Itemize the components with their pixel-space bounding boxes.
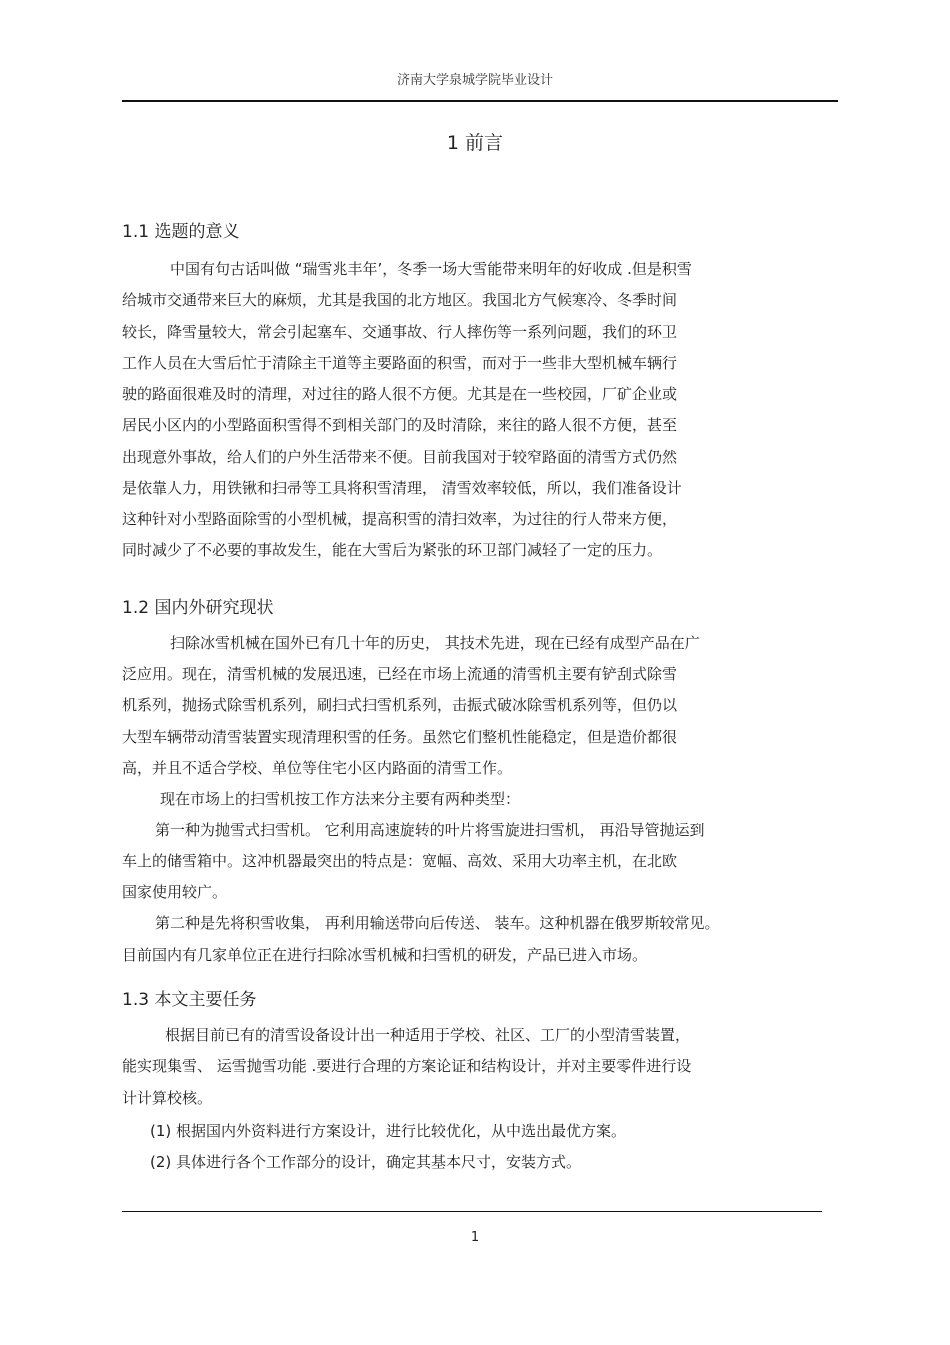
paragraph-line: 根据目前已有的清雪设备设计出一种适用于学校、社区、工厂的小型清雪装置， xyxy=(165,1026,691,1044)
chapter-title: 1 前言 xyxy=(446,132,504,154)
paragraph-line: 同时减少了不必要的事故发生，能在大雪后为紧张的环卫部门减轻了一定的压力。 xyxy=(122,541,663,559)
page-header: 济南大学泉城学院毕业设计 xyxy=(396,73,553,88)
paragraph-line: 这种针对小型路面除雪的小型机械，提高积雪的清扫效率，为过往的行人带来方便， xyxy=(122,510,678,528)
paragraph-line: 计计算校核。 xyxy=(122,1089,213,1107)
paragraph-line: 泛应用。现在，清雪机械的发展迅速，已经在市场上流通的清雪机主要有铲刮式除雪 xyxy=(122,665,678,683)
paragraph-line: 高，并且不适合学校、单位等住宅小区内路面的清雪工作。 xyxy=(122,759,513,777)
paragraph-line: 车上的储雪箱中。这冲机器最突出的特点是：宽幅、高效、采用大功率主机，在北欧 xyxy=(122,852,678,870)
paragraph-line: 中国有句古话叫做 “瑞雪兆丰年’，冬季一场大雪能带来明年的好收成 .但是积雪 xyxy=(170,260,692,278)
paragraph-line: 目前国内有几家单位正在进行扫除冰雪机械和扫雪机的研发，产品已进入市场。 xyxy=(122,946,648,964)
section-heading-1-1: 1.1 选题的意义 xyxy=(122,222,240,242)
section-heading-1-3: 1.3 本文主要任务 xyxy=(122,990,257,1010)
paragraph-line: 工作人员在大雪后忙于清除主干道等主要路面的积雪，而对于一些非大型机械车辆行 xyxy=(122,354,678,372)
paragraph-line: 能实现集雪、 运雪抛雪功能 .要进行合理的方案论证和结构设计，并对主要零件进行设 xyxy=(122,1057,692,1075)
paragraph-line: 较长，降雪量较大，常会引起塞车、交通事故、行人摔伤等一系列问题，我们的环卫 xyxy=(122,323,678,341)
paragraph-line: 居民小区内的小型路面积雪得不到相关部门的及时清除，来往的路人很不方便，甚至 xyxy=(122,416,678,434)
header-rule xyxy=(122,100,838,102)
paragraph-line: 第二种是先将积雪收集， 再利用输送带向后传送、 装车。这种机器在俄罗斯较常见。 xyxy=(155,914,720,932)
list-item: (1) 根据国内外资料进行方案设计，进行比较优化，从中选出最优方案。 xyxy=(150,1122,627,1140)
paragraph-line: 第一种为抛雪式扫雪机。 它利用高速旋转的叶片将雪旋进扫雪机， 再沿导管抛运到 xyxy=(155,821,705,839)
paragraph-line: 现在市场上的扫雪机按工作方法来分主要有两种类型： xyxy=(160,790,521,808)
paragraph-line: 国家使用较广。 xyxy=(122,883,228,901)
page-number: 1 xyxy=(470,1230,480,1245)
paragraph-line: 驶的路面很难及时的清理，对过往的路人很不方便。尤其是在一些校园，厂矿企业或 xyxy=(122,385,678,403)
paragraph-line: 给城市交通带来巨大的麻烦，尤其是我国的北方地区。我国北方气候寒冷、冬季时间 xyxy=(122,291,678,309)
paragraph-line: 机系列，抛扬式除雪机系列，刷扫式扫雪机系列，击振式破冰除雪机系列等，但仍以 xyxy=(122,696,678,714)
paragraph-line: 出现意外事故，给人们的户外生活带来不便。目前我国对于较窄路面的清雪方式仍然 xyxy=(122,448,678,466)
footer-rule xyxy=(122,1211,822,1212)
paragraph-line: 大型车辆带动清雪装置实现清理积雪的任务。虽然它们整机性能稳定，但是造价都很 xyxy=(122,728,678,746)
paragraph-line: 是依靠人力，用铁锹和扫帚等工具将积雪清理， 清雪效率较低，所以，我们准备设计 xyxy=(122,479,682,497)
section-heading-1-2: 1.2 国内外研究现状 xyxy=(122,598,274,618)
list-item: (2) 具体进行各个工作部分的设计，确定其基本尺寸，安装方式。 xyxy=(150,1153,582,1171)
paragraph-line: 扫除冰雪机械在国外已有几十年的历史， 其技术先进，现在已经有成型产品在广 xyxy=(170,634,700,652)
